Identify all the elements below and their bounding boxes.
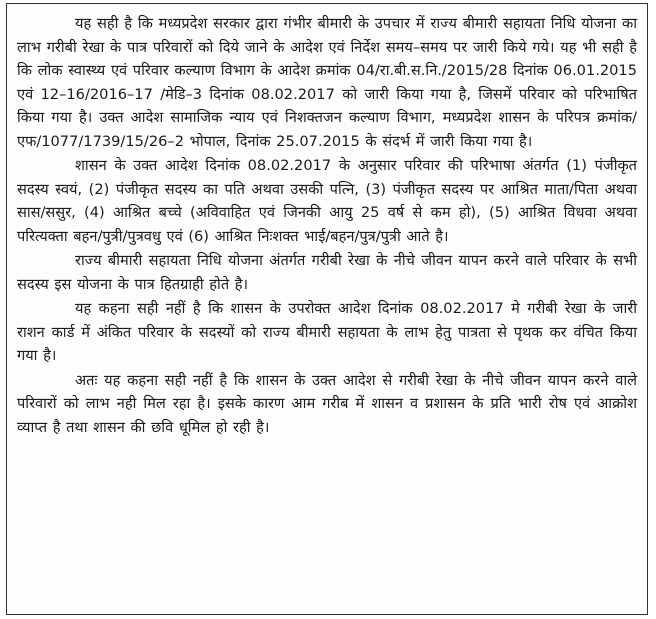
paragraph-family-definition: शासन के उक्त आदेश दिनांक 08.02.2017 के अनुसार परिवार की परिभाषा अंतर्गत (1) पंजीकृत सदस्य स्वयं, (2) पंजीकृत सदस्य का पति अथवा उसकी पत्नि, (3) पंजीकृत सदस्य पर आश्रित माता/पिता अथवा सास/ससुर, (4) आश्रित बच्चे (अविवाहित एवं जिनकी आयु 25 वर्ष से कम हो), (5) आश्रित विधवा अथवा परित्यक्ता बहन/पुत्री/पुत्रवधु एवं (6) आश्रित निःशक्त भाई/बहन/पुत्र/पुत्री आते है।: [17, 157, 637, 245]
paragraph-eligible-beneficiaries: राज्य बीमारी सहायता निधि योजना अंतर्गत गरीबी रेखा के नीचे जीवन यापन करने वाले परिवार के सभी सदस्य इस योजना के पात्र हितग्राही होते है।: [17, 252, 637, 293]
paragraph-orders-issued: यह सही है कि मध्यप्रदेश सरकार द्वारा गंभीर बीमारी के उपचार में राज्य बीमारी सहायता निधि योजना का लाभ गरीबी रेखा के पात्र परिवारों को दिये जाने के आदेश एवं निर्देश समय–समय पर जारी किये गये। यह भी सही है कि लोक स्वास्थ्य एवं परिवार कल्याण विभाग के आदेश क्रमांक 04/रा.बी.स.नि./2015/28 दिनांक 06.01.2015 एवं 12–16/2016–17 /मेडि–3 दिनांक 08.02.2017 को जारी किया गया है, जिसमें परिवार को परिभाषित किया गया है। उक्त आदेश सामाजिक न्याय एवं निशक्तजन कल्याण विभाग, मध्यप्रदेश शासन के परिपत्र क्रमांक/एफ/1077/1739/15/26–2 भोपाल, दिनांक 25.07.2015 के संदर्भ में जारी किया गया है।: [17, 15, 637, 150]
paragraph-ration-card-members: यह कहना सही नहीं है कि शासन के उपरोक्त आदेश दिनांक 08.02.2017 मे गरीबी रेखा के जारी राशन कार्ड में अंकित परिवार के सदस्यों को राज्य बीमारी सहायता के लाभ हेतु पात्रता से पृथक कर वंचित किया गया है।: [17, 300, 637, 364]
paragraph-conclusion: अतः यह कहना सही नहीं है कि शासन के उक्त आदेश से गरीबी रेखा के नीचे जीवन यापन करने वाले परिवारों को लाभ नही मिल रहा है। इसके कारण आम गरीब में शासन व प्रशासन के प्रति भारी रोष एवं आक्रोश व्याप्त है तथा शासन की छवि धूमिल हो रही है।: [17, 371, 637, 436]
document-page: [6, 3, 648, 615]
